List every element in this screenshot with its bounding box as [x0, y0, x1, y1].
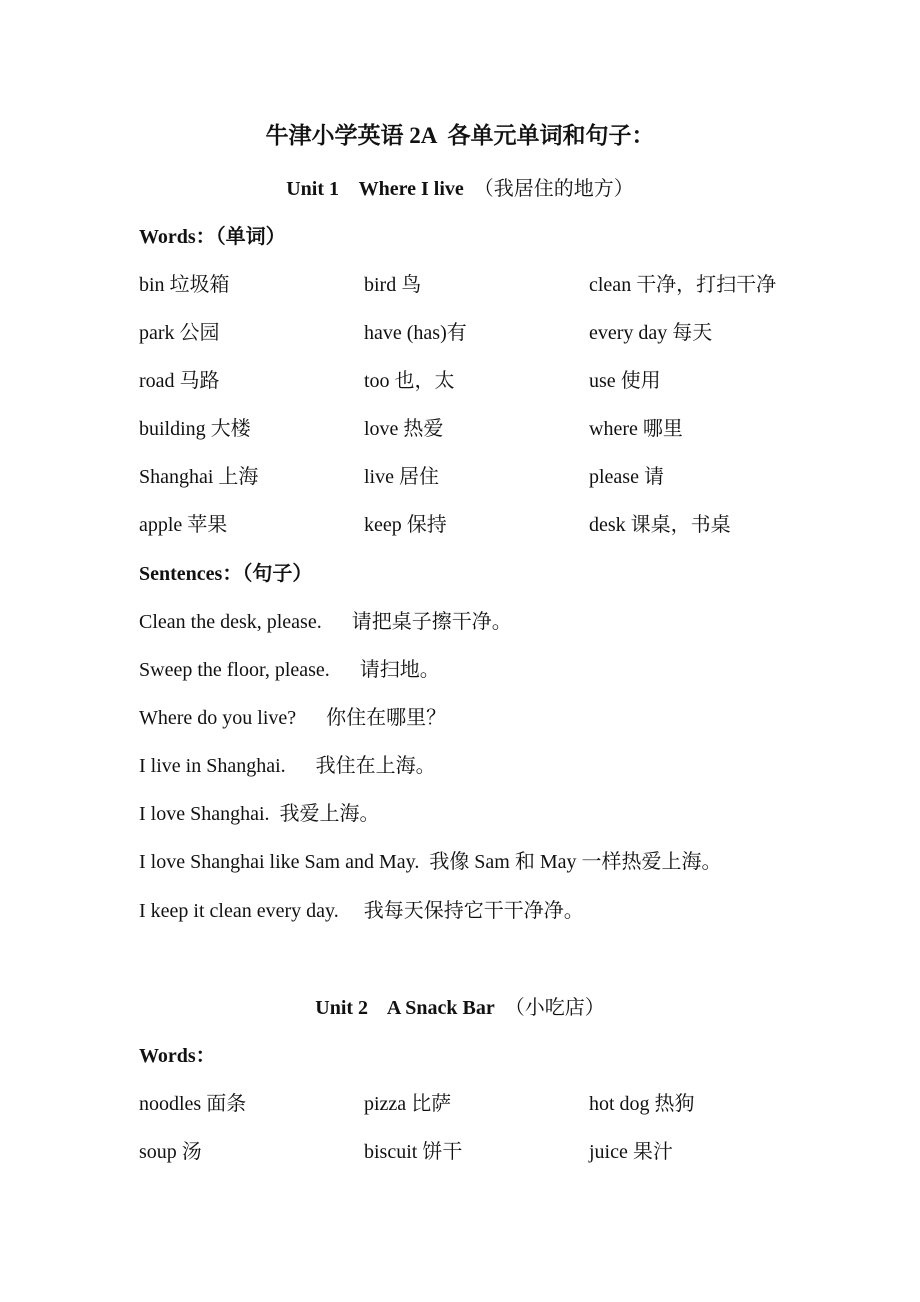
word-item: hot dog 热狗: [589, 1093, 695, 1115]
word-row: [0, 460, 920, 490]
word-item: pizza 比萨: [364, 1093, 452, 1115]
word-item: juice 果汁: [589, 1141, 673, 1163]
unit-2-title: [0, 991, 920, 1020]
word-item: noodles 面条: [139, 1093, 247, 1115]
word-row: [0, 508, 920, 538]
sentence: Sweep the floor, please. 请扫地。: [139, 659, 440, 681]
word-item: too 也，太: [364, 370, 455, 392]
word-item: please 请: [589, 466, 664, 488]
word-item: building 大楼: [139, 418, 251, 440]
word-item: bin 垃圾箱: [139, 274, 230, 296]
word-item: soup 汤: [139, 1141, 202, 1163]
word-item: every day 每天: [589, 322, 713, 344]
page-title: 牛津小学英语 2A 各单元单词和句子：: [265, 123, 655, 148]
word-row: [0, 364, 920, 394]
word-item: clean 干净，打扫干净: [589, 274, 777, 296]
sentence: Where do you live? 你住在哪里？: [139, 707, 447, 729]
word-item: park 公园: [139, 322, 220, 344]
word-row: [0, 412, 920, 442]
unit-2-title-en: Unit 2 A Snack Bar: [315, 997, 495, 1019]
word-item: love 热爱: [364, 418, 444, 440]
unit-1-sentences-heading: Sentences：（句子）: [139, 563, 313, 585]
word-item: have (has)有: [364, 322, 467, 344]
word-row: [0, 1135, 920, 1165]
word-item: keep 保持: [364, 514, 447, 536]
unit-1-words-heading: Words：（单词）: [139, 226, 286, 248]
sentence: I love Shanghai like Sam and May. 我像 Sam 和 May 一样热爱上海。: [139, 851, 722, 873]
word-row: [0, 316, 920, 346]
unit-2-title-cn: （小吃店）: [504, 997, 605, 1019]
word-item: biscuit 饼干: [364, 1141, 463, 1163]
word-item: Shanghai 上海: [139, 466, 259, 488]
unit-2-words-heading: Words：: [139, 1045, 216, 1067]
sentence: I live in Shanghai. 我住在上海。: [139, 755, 436, 777]
word-item: where 哪里: [589, 418, 683, 440]
word-item: live 居住: [364, 466, 439, 488]
unit-1-title-cn: （我居住的地方）: [473, 178, 634, 200]
word-item: bird 鸟: [364, 274, 422, 296]
word-item: apple 苹果: [139, 514, 228, 536]
sentence: I love Shanghai. 我爱上海。: [139, 803, 380, 825]
unit-1-title: [0, 172, 920, 201]
sentence: I keep it clean every day. 我每天保持它干干净净。: [139, 900, 584, 922]
sentence: Clean the desk, please. 请把桌子擦干净。: [139, 611, 512, 633]
unit-1-title-en: Unit 1 Where I live: [286, 178, 464, 200]
word-row: [0, 1087, 920, 1117]
word-item: road 马路: [139, 370, 220, 392]
word-item: use 使用: [589, 370, 661, 392]
word-item: desk 课桌，书桌: [589, 514, 731, 536]
word-row: [0, 268, 920, 298]
